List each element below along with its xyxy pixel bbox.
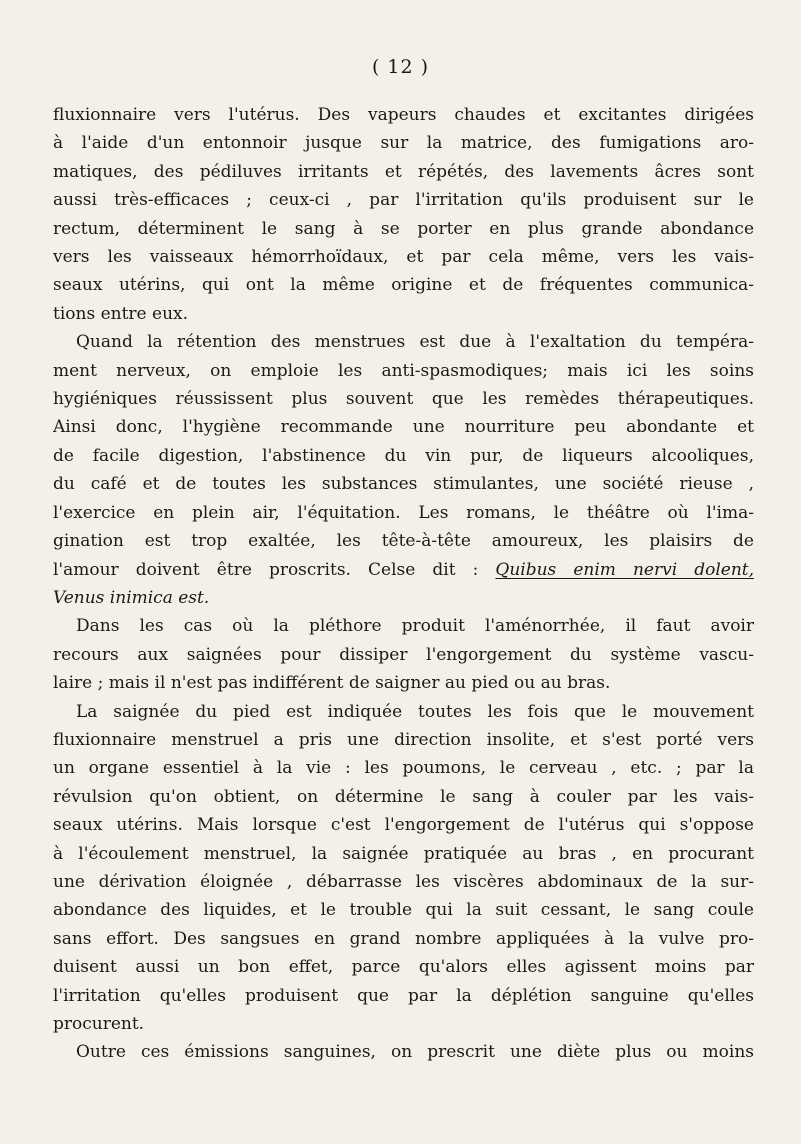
- text-line: vers les vaisseaux hémorrhoïdaux, et par cela même, vers les vais-: [53, 247, 754, 268]
- text-line: à l'écoulement menstruel, la saignée pratiquée au bras , en procurant: [53, 843, 754, 864]
- text-line: La saignée du pied est indiquée toutes les fois que le mouvement: [76, 701, 754, 722]
- text-line: un organe essentiel à la vie : les poumons, le cerveau , etc. ; par la: [53, 758, 754, 779]
- text-line: Outre ces émissions sanguines, on prescrit une diète plus ou moins: [76, 1042, 754, 1063]
- text-line: rectum, déterminent le sang à se porter en plus grande abondance: [53, 218, 754, 239]
- latin-quote-end: Venus inimica est.: [53, 587, 210, 608]
- text-line: procurent.: [53, 1014, 145, 1034]
- text-line: gination est trop exaltée, les tête-à-tête amoureux, les plaisirs de: [53, 531, 754, 552]
- text-line: tions entre eux.: [53, 303, 189, 324]
- text-line: révulsion qu'on obtient, on détermine le sang à couler par les vais-: [53, 786, 754, 807]
- text-line: l'irritation qu'elles produisent que par la déplétion sanguine qu'elles: [53, 985, 754, 1006]
- text-line: à l'aide d'un entonnoir jusque sur la matrice, des fumigations aro-: [53, 133, 754, 154]
- text-line: seaux utérins. Mais lorsque c'est l'engorgement de l'utérus qui s'oppose: [53, 815, 754, 836]
- text-line: sans effort. Des sangsues en grand nombre appliquées à la vulve pro-: [53, 928, 754, 949]
- text-line: recours aux saignées pour dissiper l'engorgement du système vascu-: [53, 644, 754, 665]
- text-line: [53, 556, 754, 584]
- text-line: ment nerveux, on emploie les anti-spasmodiques; mais ici les soins: [53, 360, 754, 381]
- text-line: seaux utérins, qui ont la même origine et de fréquentes communica-: [53, 275, 754, 296]
- text-line: laire ; mais il n'est pas indifférent de saigner au pied ou au bras.: [53, 673, 611, 694]
- text-line: Quand la rétention des menstrues est due à l'exaltation du tempéra-: [76, 332, 754, 353]
- text-line: aussi très-efficaces ; ceux-ci , par l'irritation qu'ils produisent sur le: [53, 190, 754, 211]
- text-line: matiques, des pédiluves irritants et répétés, des lavements âcres sont: [53, 161, 754, 182]
- text-segment: l'amour doivent être proscrits. Celse dit :: [53, 559, 479, 580]
- text-line: Ainsi donc, l'hygiène recommande une nourriture peu abondante et: [53, 417, 754, 438]
- text-line: de facile digestion, l'abstinence du vin pur, de liqueurs alcooliques,: [53, 445, 754, 466]
- text-line: l'exercice en plein air, l'équitation. Les romans, le théâtre où l'ima-: [53, 502, 754, 523]
- text-line: fluxionnaire vers l'utérus. Des vapeurs chaudes et excitantes dirigées: [53, 105, 754, 125]
- text-line: hygiéniques réussissent plus souvent que les remèdes thérapeutiques.: [53, 389, 754, 410]
- page-number: ( 12 ): [371, 56, 430, 78]
- text-line: abondance des liquides, et le trouble qui la suit cessant, le sang coule: [53, 900, 754, 921]
- text-line: du café et de toutes les substances stimulantes, une société rieuse ,: [53, 474, 754, 495]
- text-line: duisent aussi un bon effet, parce qu'alors elles agissent moins par: [53, 957, 754, 978]
- text-line: fluxionnaire menstruel a pris une direction insolite, et s'est porté vers: [53, 729, 754, 750]
- text-line: une dérivation éloignée , débarrasse les viscères abdominaux de la sur-: [53, 871, 754, 892]
- latin-quote: Quibus enim nervi dolent,: [495, 559, 754, 580]
- text-line: Dans les cas où la pléthore produit l'aménorrhée, il faut avoir: [76, 616, 754, 637]
- body-text: [53, 101, 754, 1067]
